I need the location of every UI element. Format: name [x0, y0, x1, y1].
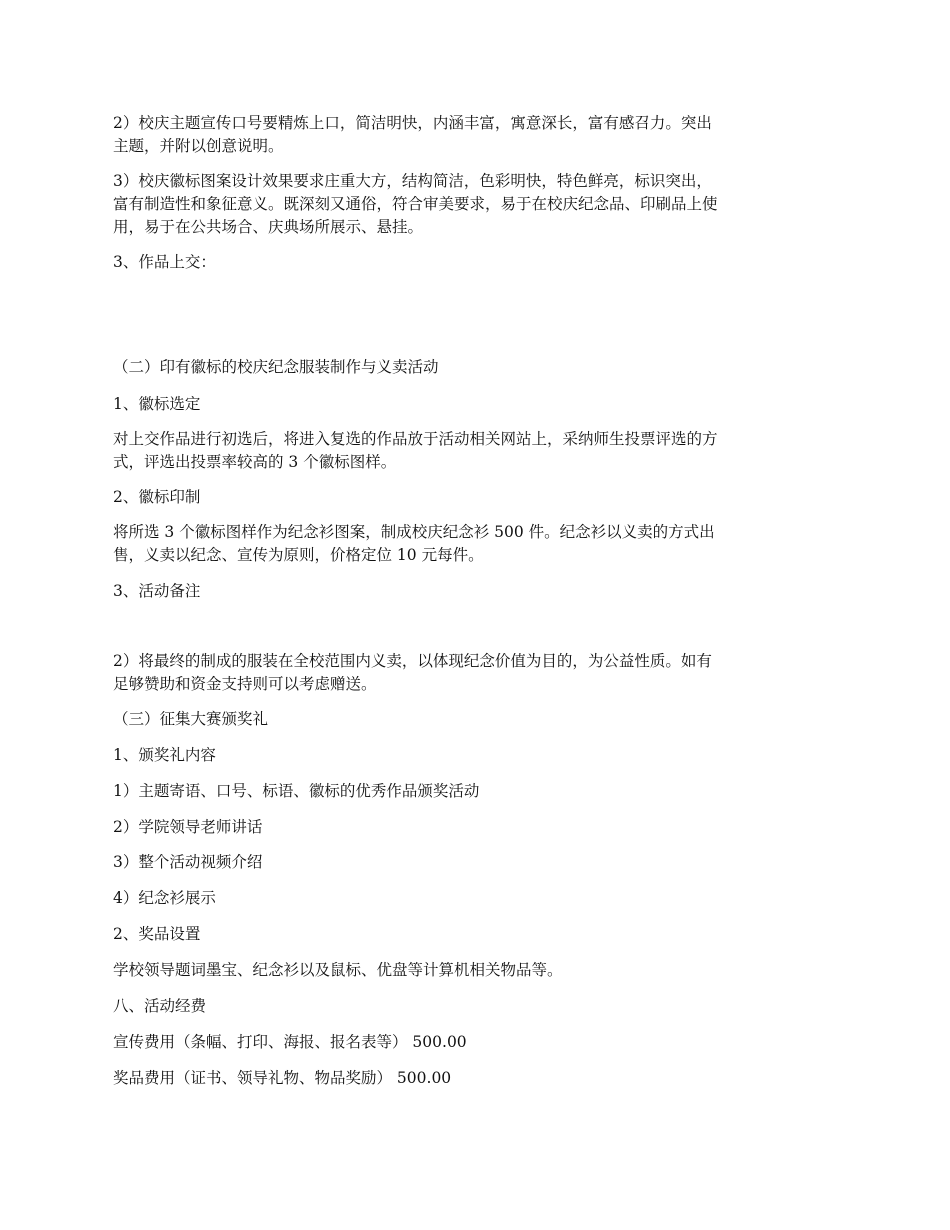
budget-item-publicity: 宣传费用（条幅、打印、海报、报名表等） 500.00	[113, 1033, 467, 1051]
text-line: 式，评选出投票率较高的 3 个徽标图样。	[113, 453, 397, 471]
paragraph-logo-requirements	[113, 170, 843, 239]
text-line: 2）校庆主题宣传口号要精炼上口，简洁明快，内涵丰富，寓意深长，富有感召力。突出	[113, 114, 712, 132]
heading-logo-printing: 2、徽标印制	[113, 488, 201, 506]
text-line: 售，义卖以纪念、宣传为原则，价格定位 10 元每件。	[113, 546, 484, 564]
paragraph-charity-sale	[113, 650, 843, 696]
budget-item-prizes: 奖品费用（证书、领导礼物、物品奖励） 500.00	[113, 1069, 452, 1087]
list-item: 3）整个活动视频介绍	[113, 853, 263, 871]
heading-prize-settings: 2、奖品设置	[113, 925, 201, 943]
text-line: 足够赞助和资金支持则可以考虑赠送。	[113, 675, 377, 693]
text-line: 将所选 3 个徽标图样作为纪念衫图案，制成校庆纪念衫 500 件。纪念衫以义卖的方式出	[113, 523, 715, 541]
paragraph-logo-selection	[113, 428, 843, 474]
section-heading-budget: 八、活动经费	[113, 997, 207, 1015]
text-line: 用，易于在公共场合、庆典场所展示、悬挂。	[113, 218, 424, 236]
paragraph-slogan-requirements	[113, 112, 843, 158]
heading-ceremony-content: 1、颁奖礼内容	[113, 746, 216, 764]
text-line: 3）校庆徽标图案设计效果要求庄重大方，结构简洁，色彩明快，特色鲜亮，标识突出，	[113, 172, 712, 190]
section-heading-award-ceremony: （三）征集大赛颁奖礼	[113, 710, 269, 728]
heading-submission: 3、作品上交：	[113, 253, 216, 271]
text-line: 主题，并附以创意说明。	[113, 137, 284, 155]
list-item: 2）学院领导老师讲话	[113, 818, 263, 836]
section-heading-clothing-sale: （二）印有徽标的校庆纪念服装制作与义卖活动	[113, 358, 439, 376]
text-line: 2）将最终的制成的服装在全校范围内义卖，以体现纪念价值为目的，为公益性质。如有	[113, 652, 712, 670]
heading-logo-selection: 1、徽标选定	[113, 395, 201, 413]
list-item: 4）纪念衫展示	[113, 889, 216, 907]
list-item: 1）主题寄语、口号、标语、徽标的优秀作品颁奖活动	[113, 782, 480, 800]
text-line: 对上交作品进行初选后，将进入复选的作品放于活动相关网站上，采纳师生投票评选的方	[113, 430, 718, 448]
paragraph-prizes: 学校领导题词墨宝、纪念衫以及鼠标、优盘等计算机相关物品等。	[113, 961, 563, 979]
text-line: 富有制造性和象征意义。既深刻又通俗，符合审美要求，易于在校庆纪念品、印刷品上使	[113, 195, 718, 213]
paragraph-logo-printing	[113, 521, 843, 567]
heading-activity-notes: 3、活动备注	[113, 582, 201, 600]
